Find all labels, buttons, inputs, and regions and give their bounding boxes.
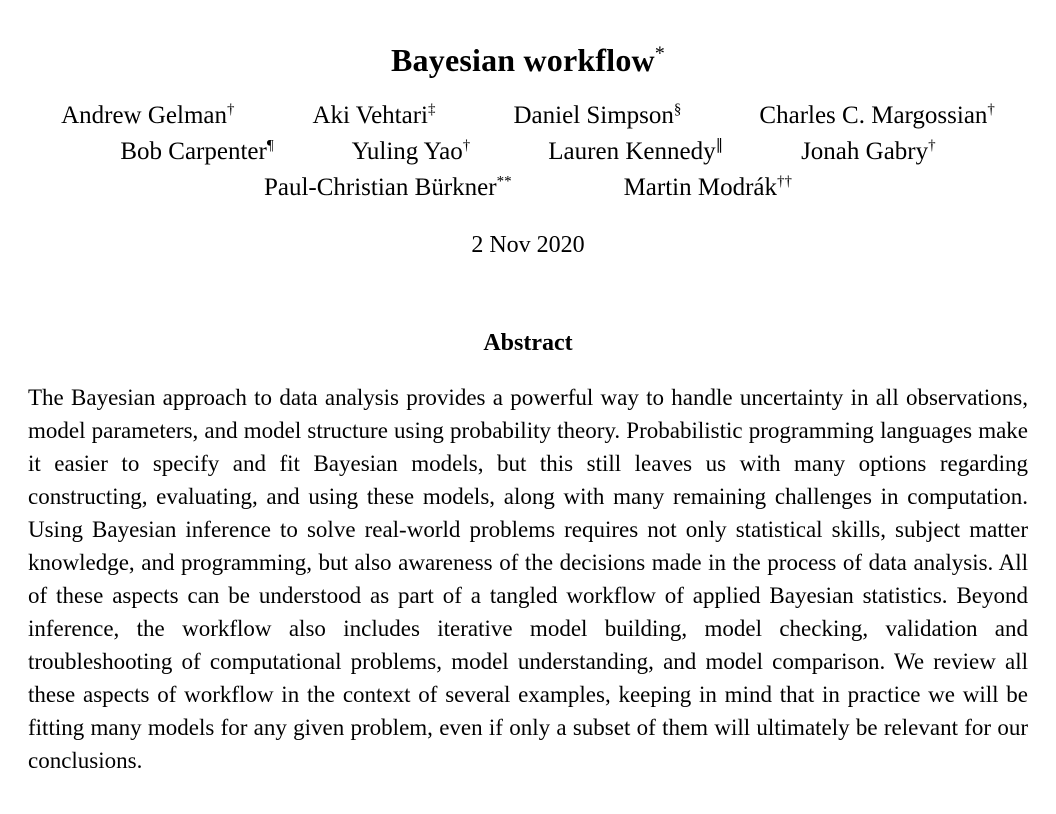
author-footnote-mark: †† [777, 173, 793, 190]
author-name: Andrew Gelman [61, 102, 227, 129]
author-name: Lauren Kennedy [548, 138, 716, 165]
author-aki-vehtari [313, 98, 436, 134]
author-row-2 [28, 134, 1028, 170]
author-andrew-gelman [61, 98, 234, 134]
abstract-heading: Abstract [483, 330, 573, 356]
author-bob-carpenter [120, 134, 273, 170]
author-name: Bob Carpenter [120, 138, 267, 165]
author-row-1 [28, 98, 1028, 134]
author-block [28, 98, 1028, 206]
author-charles-margossian [759, 98, 995, 134]
author-name: Paul-Christian Bürkner [263, 174, 497, 201]
abstract-text: The Bayesian approach to data analysis provides a powerful way to handle uncertainty in all observations, model parameters, and model structure using probability theory. Probabilistic programming languages make it easier to specify and fit Bayesian models, but this still leaves us with many options regarding constructing, evaluating, and using these models, along with many remaining challenges in computation. Using Bayesian inference to solve real-world problems requires not only statistical skills, subject matter knowledge, and programming, but also awareness of the decisions made in the process of data analysis. All of these aspects can be understood as part of a tangled workflow of applied Bayesian statistics. Beyond inference, the workflow also includes iterative model building, model checking, validation and troubleshooting of computational problems, model understanding, and model comparison. We review all these aspects of workflow in the context of several examples, keeping in mind that in practice we will be fitting many models for any given problem, even if only a subset of them will ultimately be relevant for our conclusions. [28, 385, 1028, 773]
author-lauren-kennedy [548, 134, 723, 170]
author-row-3 [28, 170, 1028, 206]
paper-title-text: Bayesian workflow [391, 42, 655, 78]
paper-date: 2 Nov 2020 [471, 232, 585, 258]
author-jonah-gabry [801, 134, 936, 170]
author-name: Martin Modrák [623, 174, 778, 201]
paper-title [28, 40, 1028, 80]
author-martin-modrak [624, 170, 792, 206]
author-name: Yuling Yao [351, 138, 463, 165]
author-daniel-simpson [514, 98, 682, 134]
author-footnote-mark: † [227, 101, 235, 118]
author-footnote-mark: ∥ [715, 137, 724, 154]
author-footnote-mark: † [462, 137, 471, 154]
title-footnote-mark: * [654, 42, 665, 65]
author-footnote-mark: † [987, 101, 995, 118]
author-name: Daniel Simpson [513, 102, 674, 129]
author-name: Aki Vehtari [312, 102, 428, 129]
author-footnote-mark: ‡ [428, 101, 436, 118]
author-name: Jonah Gabry [801, 138, 929, 165]
author-name: Charles C. Margossian [759, 102, 988, 129]
author-footnote-mark: † [928, 137, 936, 154]
author-footnote-mark: ¶ [266, 137, 274, 154]
author-yuling-yao [352, 134, 471, 170]
author-footnote-mark: ** [496, 173, 512, 190]
author-paul-christian-burkner [264, 170, 512, 206]
author-footnote-mark: § [673, 101, 682, 118]
